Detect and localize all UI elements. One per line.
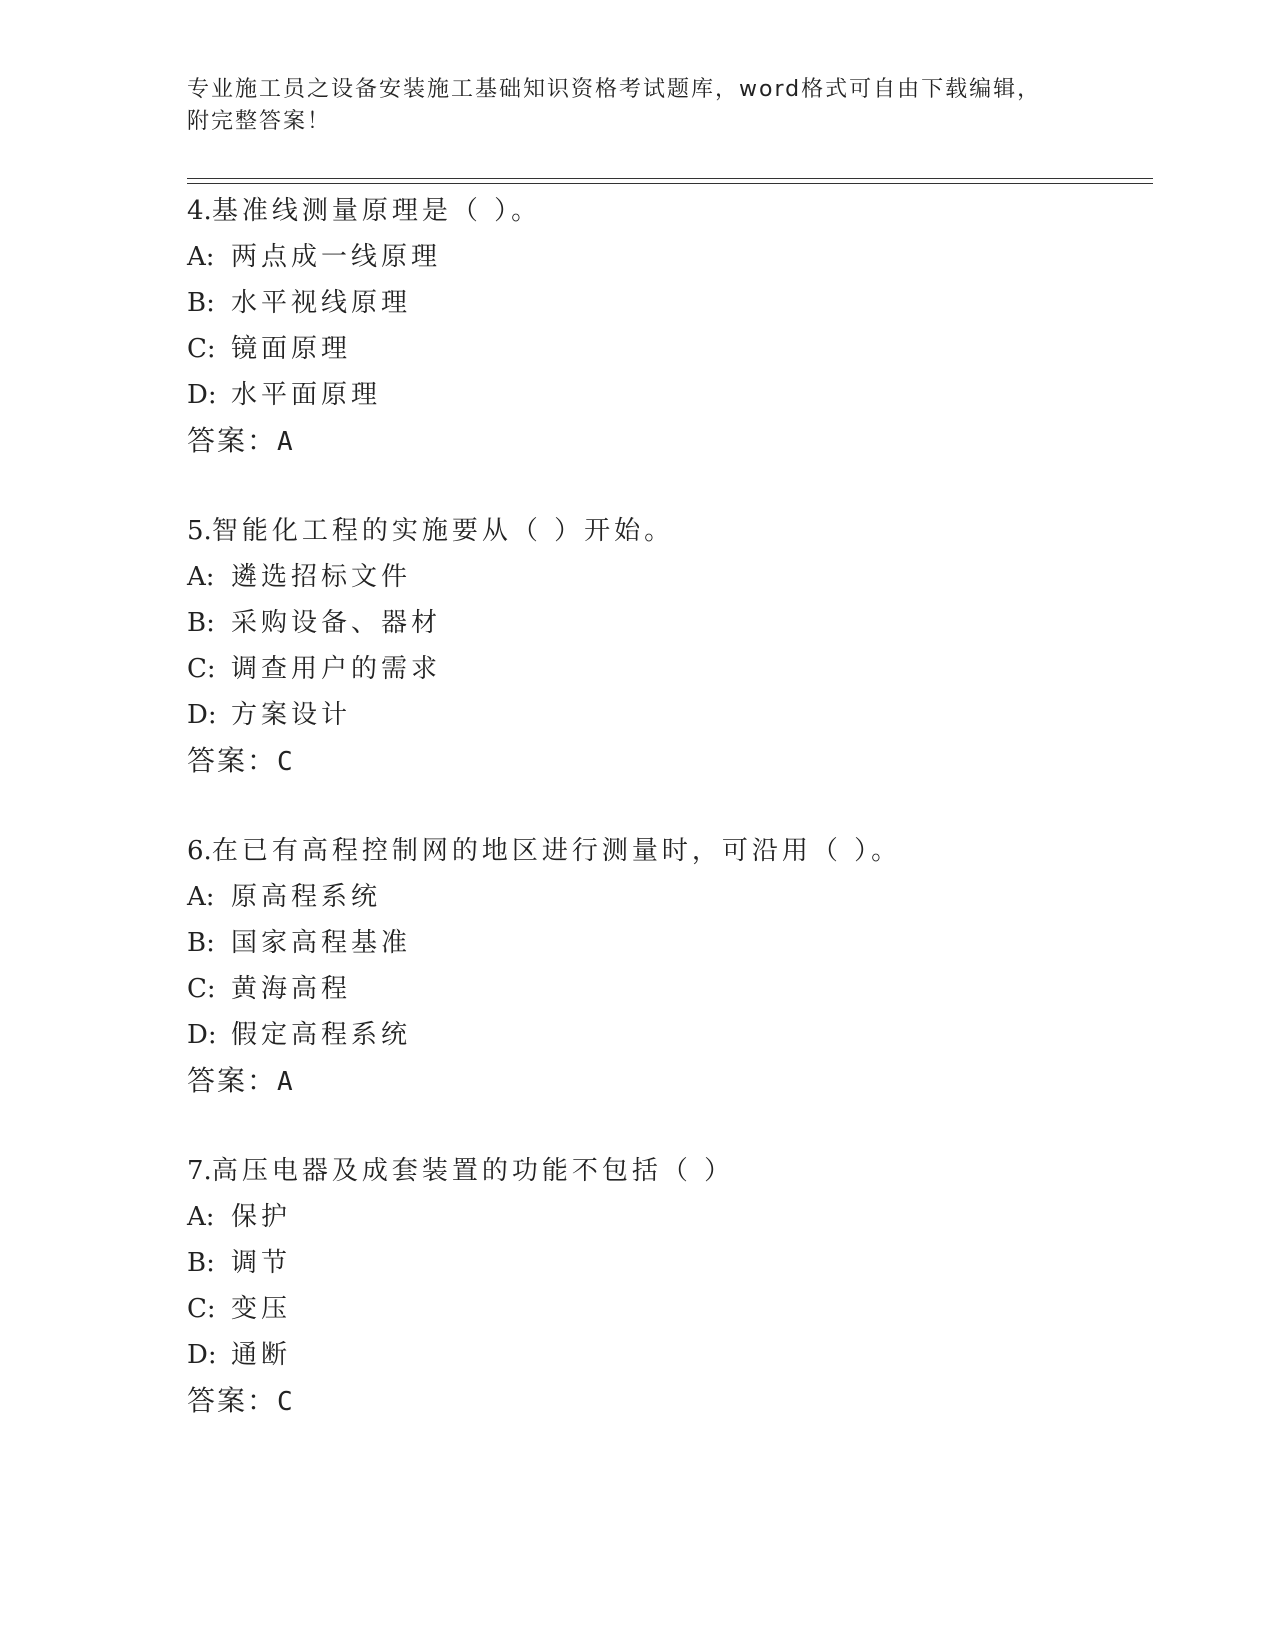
header-line-2: 附完整答案！ [187, 109, 332, 134]
answer-line [187, 418, 1147, 464]
question-number: 7. [187, 1156, 212, 1186]
option-b [187, 280, 1147, 326]
option-letter: A: [187, 882, 215, 912]
answer-label: 答案： [187, 744, 278, 777]
option-letter: D: [187, 380, 217, 410]
option-text: 通断 [231, 1340, 292, 1370]
option-c [187, 966, 1147, 1012]
option-text: 水平面原理 [231, 380, 382, 410]
question-number: 6. [187, 836, 212, 866]
answer-label: 答案： [187, 1384, 278, 1417]
header-line-1: 专业施工员之设备安装施工基础知识资格考试题库，word格式可自由下载编辑， [187, 77, 1042, 102]
option-text: 遴选招标文件 [231, 562, 412, 592]
option-b [187, 920, 1147, 966]
option-text: 假定高程系统 [231, 1020, 412, 1050]
option-letter: D: [187, 1340, 217, 1370]
question-block [187, 1148, 1147, 1424]
option-text: 方案设计 [231, 700, 352, 730]
answer-line [187, 1058, 1147, 1104]
question-number: 4. [187, 196, 212, 226]
option-d [187, 372, 1147, 418]
answer-value: C [277, 747, 293, 777]
option-a [187, 874, 1147, 920]
option-letter: C: [187, 974, 216, 1004]
answer-label: 答案： [187, 1064, 278, 1097]
question-stem [187, 188, 1147, 234]
option-c [187, 326, 1147, 372]
option-b [187, 1240, 1147, 1286]
answer-value: A [277, 427, 293, 457]
answer-value: C [277, 1387, 293, 1417]
option-letter: B: [187, 1248, 215, 1278]
answer-line [187, 738, 1147, 784]
option-text: 原高程系统 [231, 882, 382, 912]
answer-label: 答案： [187, 424, 278, 457]
question-stem [187, 828, 1147, 874]
option-text: 调节 [231, 1248, 292, 1278]
option-c [187, 646, 1147, 692]
option-letter: A: [187, 242, 215, 272]
question-text: 在已有高程控制网的地区进行测量时，可沿用（ ）。 [211, 836, 902, 866]
option-d [187, 1332, 1147, 1378]
answer-line [187, 1378, 1147, 1424]
question-stem [187, 508, 1147, 554]
option-letter: A: [187, 562, 215, 592]
option-text: 国家高程基准 [231, 928, 412, 958]
header-divider-bottom [187, 183, 1153, 184]
option-letter: A: [187, 1202, 215, 1232]
option-letter: C: [187, 334, 216, 364]
option-letter: B: [187, 608, 215, 638]
option-letter: B: [187, 928, 215, 958]
option-text: 镜面原理 [231, 334, 352, 364]
option-a [187, 554, 1147, 600]
question-number: 5. [187, 516, 212, 546]
question-stem [187, 1148, 1147, 1194]
option-letter: B: [187, 288, 215, 318]
option-letter: C: [187, 1294, 216, 1324]
header-divider-top [187, 178, 1153, 179]
option-d [187, 692, 1147, 738]
option-text: 采购设备、器材 [231, 608, 442, 638]
option-letter: D: [187, 700, 217, 730]
question-block [187, 508, 1147, 784]
question-text: 高压电器及成套装置的功能不包括（ ） [211, 1156, 735, 1186]
answer-value: A [277, 1067, 293, 1097]
question-block [187, 188, 1147, 464]
option-text: 变压 [231, 1294, 292, 1324]
option-text: 水平视线原理 [231, 288, 412, 318]
question-block [187, 828, 1147, 1104]
option-letter: C: [187, 654, 216, 684]
option-c [187, 1286, 1147, 1332]
option-letter: D: [187, 1020, 217, 1050]
option-text: 黄海高程 [231, 974, 352, 1004]
option-text: 两点成一线原理 [231, 242, 442, 272]
option-a [187, 234, 1147, 280]
option-b [187, 600, 1147, 646]
question-text: 智能化工程的实施要从（ ）开始。 [211, 516, 675, 546]
option-d [187, 1012, 1147, 1058]
option-text: 调查用户的需求 [231, 654, 442, 684]
option-a [187, 1194, 1147, 1240]
question-text: 基准线测量原理是（ ）。 [211, 196, 542, 226]
option-text: 保护 [231, 1202, 292, 1232]
document-header [187, 74, 1067, 138]
